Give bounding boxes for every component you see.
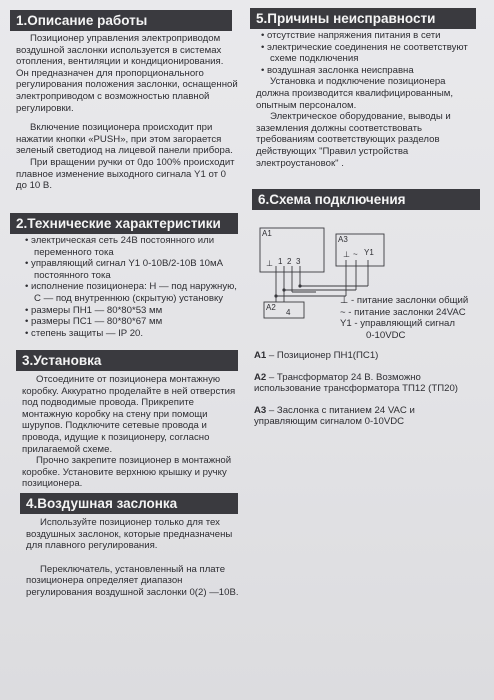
component-code: A3 <box>254 404 267 416</box>
component-code: A1 <box>254 350 267 361</box>
a2-label: A2 <box>266 303 276 312</box>
spec-item: • размеры ПС1 — 80*80*67 мм <box>25 316 163 328</box>
spec-item: • размеры ПН1 — 80*80*53 мм <box>25 304 163 316</box>
spec-item: • управляющий сигнал Y1 0-10В/2-10В 10мА постоянного тока <box>25 258 223 281</box>
section-5-body <box>256 30 478 169</box>
section-3-body <box>22 374 240 490</box>
section-1-paragraph: При вращении ручки от 0до 100% происходит плавное изменение выходного сигнала Y1 от 0 до 10 В. <box>16 156 235 192</box>
section-2-header <box>10 213 238 234</box>
section-4-header <box>20 493 238 514</box>
section-2-list <box>20 235 240 339</box>
section-5-header <box>250 8 476 29</box>
component-list <box>254 350 480 428</box>
a3-label: A3 <box>338 235 348 244</box>
section-1-paragraph: Позиционер управления электроприводом воздушной заслонки используется в системах отопления, вентиляции и кондиционирования. Он предназначен для пропорционального регулирования положения заслонки, оснащенной электроприводом с возможностью плавной регулировки. <box>16 33 238 114</box>
a1-label: A1 <box>262 229 272 238</box>
section-5-title: 5.Причины неисправности <box>256 11 436 26</box>
section-5-paragraph: Установка и подключение позиционера должна производится квалифицированным, опытным персоналом. <box>256 76 454 111</box>
component-code: A2 <box>254 371 267 383</box>
terminal-3: 3 <box>296 257 301 266</box>
ground-symbol: ⊥ <box>266 259 273 268</box>
y1-label: Y1 <box>364 248 374 257</box>
section-1-body <box>16 33 238 192</box>
terminal-4: 4 <box>286 308 291 317</box>
component-a1 <box>254 350 480 362</box>
component-desc: – Позиционер ПН1(ПС1) <box>266 350 379 361</box>
junction-dot <box>282 288 285 291</box>
section-1-header <box>10 10 232 31</box>
legend-item: Y1 - управляющий сигнал <box>340 318 455 330</box>
section-3-header <box>16 350 238 371</box>
terminal-1: 1 <box>278 257 283 266</box>
ground-symbol: ⊥ <box>343 250 350 259</box>
junction-dot <box>298 284 301 287</box>
terminal-2: 2 <box>287 257 292 266</box>
fault-item: • воздушная заслонка неисправна <box>261 64 414 76</box>
section-3-paragraph: Отсоедините от позиционера монтажную коробку. Аккуратно проделайте в ней отверстия под подводимые провода. Прикрепите монтажную коробку на стену при помощи шурупов. Подключите сетевые провода и провода, идущие к позиционеру, согласно прилагаемой схеме. <box>22 374 236 455</box>
spec-item: • исполнение позиционера: Н — под наружную, С — под внутреннюю (скрытую) установку <box>25 281 237 304</box>
section-4-paragraph: Используйте позиционер только для тех воздушных заслонок, которые предназначены для плавного регулирования. <box>26 517 233 552</box>
section-4-title: 4.Воздушная заслонка <box>26 496 178 511</box>
section-5-paragraph: Электрическое оборудование, выводы и заземления должны соответствовать требованиям соответствующих разделов действующих "Правил устройства электроустановок" . <box>256 111 451 169</box>
legend-item: ⊥ - питание заслонки общий <box>340 295 469 306</box>
legend-item: ~ - питание заслонки 24VAC <box>340 306 466 318</box>
fault-item: • электрические соединения не соответствуют схеме подключения <box>261 41 468 65</box>
legend-item: 0-10VDC <box>366 329 406 341</box>
section-6-header <box>252 189 480 210</box>
section-3-title: 3.Установка <box>22 353 102 368</box>
section-2-title: 2.Технические характеристики <box>16 216 221 231</box>
section-4-paragraph: Переключатель, установленный на плате позиционера определяет диапазон регулирования воздушной заслонки 0(2) —10В. <box>26 563 239 598</box>
component-a2 <box>254 372 480 395</box>
section-4-body <box>26 517 240 599</box>
section-3-paragraph: Прочно закрепите позиционер в монтажной коробке. Установите верхнюю крышку и ручку позиционера. <box>22 455 232 490</box>
component-desc: – Заслонка с питанием 24 VAC и управляющим сигналом 0-10VDC <box>254 404 415 428</box>
fault-item: • отсутствие напряжения питания в сети <box>261 30 441 41</box>
section-1-paragraph: Включение позиционера происходит при нажатии кнопки «PUSH», при этом загорается зеленый светодиод на лицевой панели прибора. <box>16 122 233 157</box>
component-desc: – Трансформатор 24 В. Возможно использование трансформатора ТП12 (ТП20) <box>254 371 458 395</box>
junction-dot <box>274 294 277 297</box>
spec-item: • электрическая сеть 24В постоянного или переменного тока <box>25 235 215 258</box>
section-1-title: 1.Описание работы <box>16 13 148 28</box>
component-a3 <box>254 405 480 428</box>
diagram-legend <box>340 295 490 341</box>
section-6-title: 6.Схема подключения <box>258 192 406 207</box>
spec-item: • степень защиты — IP 20. <box>25 327 144 339</box>
ac-symbol: ~ <box>353 250 358 259</box>
